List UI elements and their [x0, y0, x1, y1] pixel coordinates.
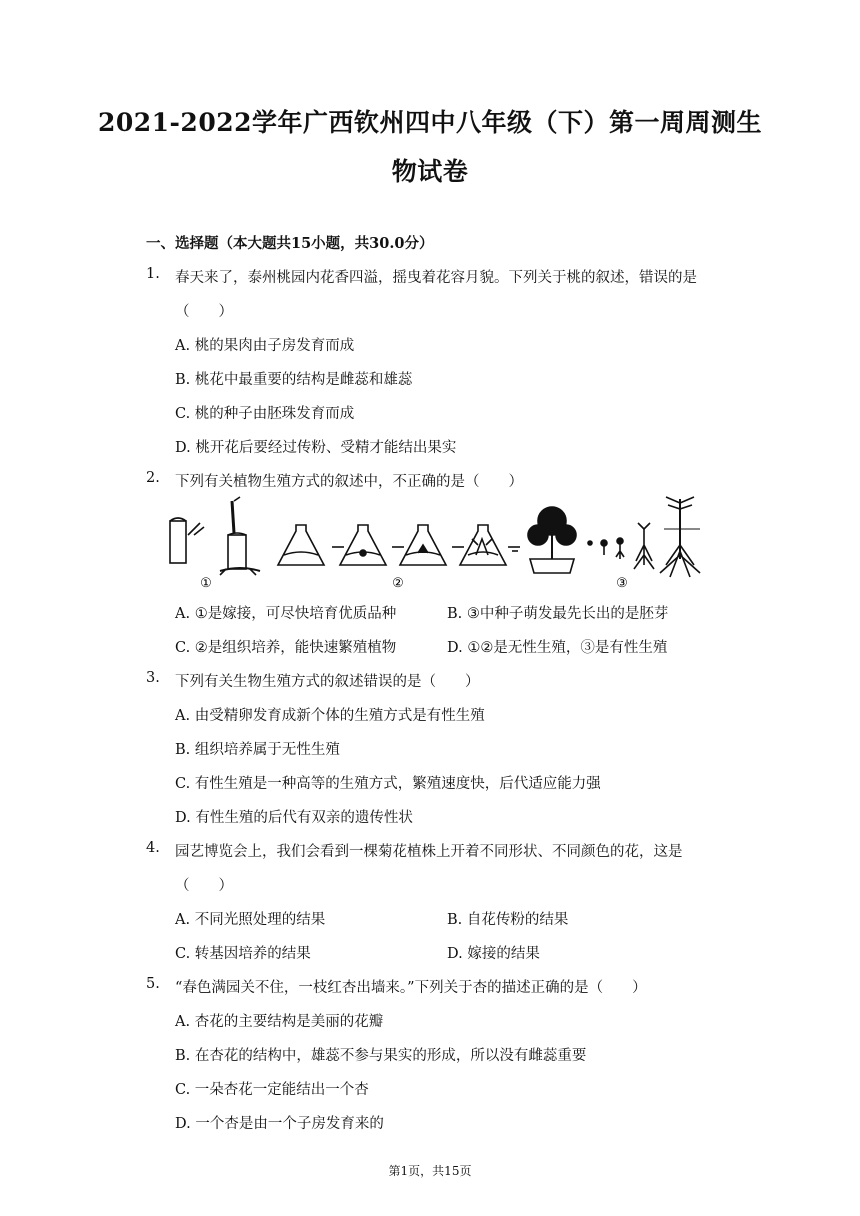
option-a: A. 桃的果肉由子房发育而成 [175, 338, 355, 354]
page-title: 2021-2022学年广西钦州四中八年级（下）第一周周测生 [97, 108, 763, 137]
option-c: C. 桃的种子由胚珠发育而成 [175, 406, 355, 422]
option-d: D. ①②是无性生殖，③是有性生殖 [447, 640, 668, 656]
question-number: 5. [146, 976, 160, 992]
option-d: D. 嫁接的结果 [447, 946, 540, 962]
page-title-line2: 物试卷 [391, 157, 469, 186]
question-number: 4. [146, 840, 160, 856]
figure-label-3: ③ [616, 576, 628, 591]
option-a: A. 由受精卵发育成新个体的生殖方式是有性生殖 [175, 708, 485, 724]
grafting-illustration [170, 497, 260, 575]
figure-label-1: ① [200, 576, 212, 591]
question-number: 2. [146, 470, 160, 486]
tissue-culture-illustration [278, 507, 576, 573]
option-d: D. 一个杏是由一个子房发育来的 [175, 1116, 384, 1132]
question-stem-bracket: （ ） [175, 304, 233, 320]
option-b: B. 在杏花的结构中，雄蕊不参与果实的形成，所以没有雌蕊重要 [175, 1048, 587, 1064]
question-stem: 下列有关生物生殖方式的叙述错误的是（ ） [175, 674, 480, 690]
question-stem: “春色满园关不住，一枝红杏出墙来。”下列关于杏的描述正确的是（ ） [175, 980, 647, 996]
option-c: C. 转基因培养的结果 [175, 946, 311, 962]
seed-germination-illustration [588, 497, 700, 577]
question-stem: 园艺博览会上，我们会看到一棵菊花植株上开着不同形状、不同颜色的花，这是 [175, 844, 683, 860]
option-d: D. 桃开花后要经过传粉、受精才能结出果实 [175, 440, 457, 456]
question-number: 3. [146, 670, 160, 686]
question-number: 1. [146, 266, 160, 282]
option-c: C. 一朵杏花一定能结出一个杏 [175, 1082, 369, 1098]
option-a: A. 杏花的主要结构是美丽的花瓣 [175, 1014, 384, 1030]
option-b: B. 自花传粉的结果 [447, 912, 569, 928]
section-heading: 一、选择题（本大题共15小题，共30.0分） [146, 235, 434, 252]
option-a: A. 不同光照处理的结果 [175, 912, 326, 928]
figure-label-2: ② [392, 576, 404, 591]
option-b: B. 桃花中最重要的结构是雌蕊和雄蕊 [175, 372, 413, 388]
option-b: B. 组织培养属于无性生殖 [175, 742, 340, 758]
option-a: A. ①是嫁接，可尽快培育优质品种 [175, 606, 397, 622]
question-stem: 春天来了，泰州桃园内花香四溢，摇曳着花容月貌。下列关于桃的叙述，错误的是 [175, 270, 697, 286]
option-c: C. ②是组织培养，能快速繁殖植物 [175, 640, 397, 656]
option-d: D. 有性生殖的后代有双亲的遗传性状 [175, 810, 413, 826]
plant-reproduction-figure [160, 495, 705, 591]
question-stem: 下列有关植物生殖方式的叙述中，不正确的是（ ） [175, 474, 523, 490]
option-c: C. 有性生殖是一种高等的生殖方式，繁殖速度快，后代适应能力强 [175, 776, 601, 792]
question-stem-bracket: （ ） [175, 878, 233, 894]
option-b: B. ③中种子萌发最先长出的是胚芽 [447, 606, 669, 622]
page-footer: 第1页，共15页 [388, 1164, 472, 1178]
